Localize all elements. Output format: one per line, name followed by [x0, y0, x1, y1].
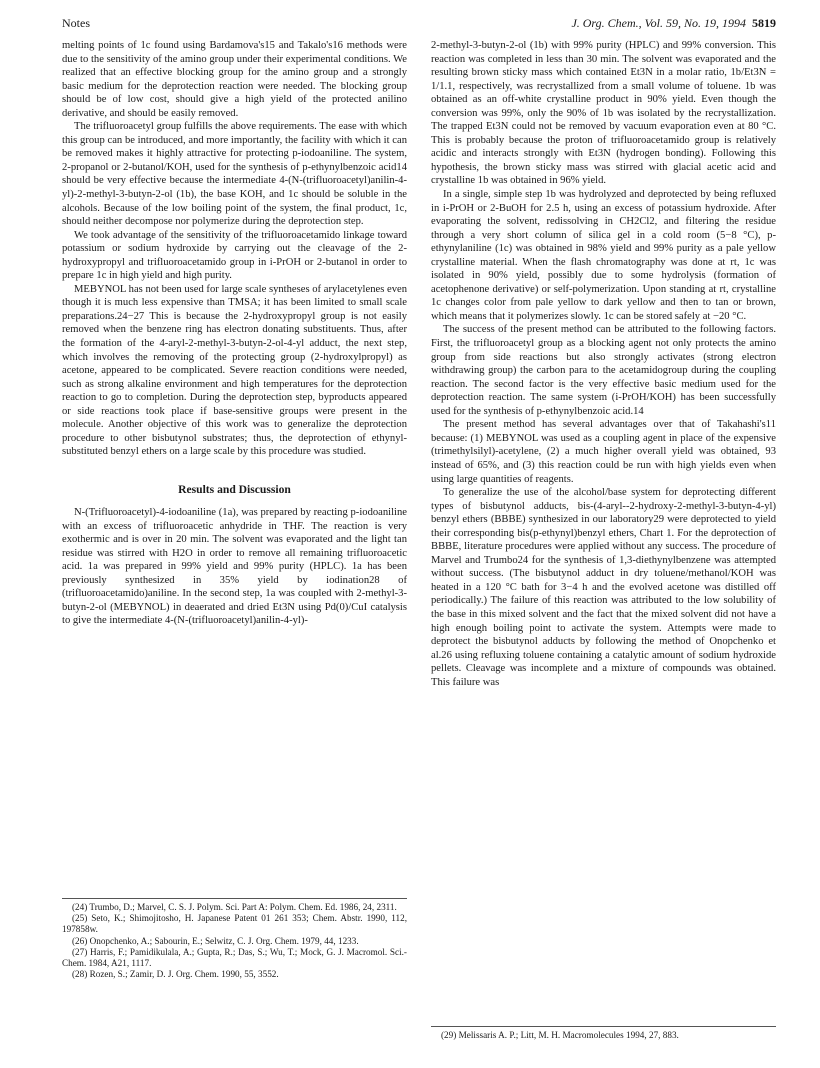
left-column [62, 39, 407, 628]
right-column [431, 39, 776, 689]
reference: (29) Melissaris A. P.; Litt, M. H. Macromolecules 1994, 27, 883. [441, 1030, 679, 1040]
paragraph: The present method has several advantages over that of Takahashi's11 because: (1) MEBYNOL was used as a coupling agent in place of the expensive (trimethylsilyl)-acetylene, (2) a much higher overall yield was obtained, 93 instead of 65%, and (3) this reaction could be run with high yields even when using large quantities of reagents. [431, 419, 776, 485]
paragraph: The success of the present method can be attributed to the following factors. First, the trifluoroacetyl group as a blocking agent not only protects the amino group from side reactions but also strongly activates (strong electron withdrawing group) the carbon para to the acetamidogroup during the coupling reaction. The second factor is the very effective basic medium used for the deprotection reaction. The same system (i-PrOH/KOH) has been successfully used for the synthesis of p-ethynylbenzoic acid.14 [431, 324, 776, 417]
page-number: 5819 [752, 16, 776, 30]
paragraph: N-(Trifluoroacetyl)-4-iodoaniline (1a), was prepared by reacting p-iodoaniline with an excess of trifluoroacetic anhydride in THF. The reaction is very exothermic and is over in 20 min. The solvent was evaporated and the light tan residue was stirred with H2O in order to remove all remaining trifluoroacetic acid. 1a was prepared in 99% yield and 99% purity (HPLC). 1a has been previously synthesized in 35% yield by iodination28 of (trifluoroacetamido)aniline. In the second step, 1a was coupled with 2-methyl-3-butyn-2-ol (MEBYNOL) in deaerated and dried Et3N using Pd(0)/CuI catalysis to give the intermediate 4-(N-(trifluoroacetyl)anilin-4-yl)- [62, 506, 407, 627]
section-heading: Results and Discussion [178, 482, 291, 496]
reference: (24) Trumbo, D.; Marvel, C. S. J. Polym. Sci. Part A: Polym. Chem. Ed. 1986, 24, 2311. [72, 902, 397, 912]
journal-citation [571, 16, 776, 31]
section-label: Notes [62, 16, 90, 30]
paragraph: MEBYNOL has not been used for large scale syntheses of arylacetylenes even though it is much less expensive than TMSA; it has been limited to small scale preparations.24−27 This is because the 2-hydroxypropyl group is not easily removed when the benzene ring has electron donating substituents. Thus, after the formation of the 4-aryl-2-methyl-3-butyn-2-ol-4-yl adduct, the next step, which involves the removing of the protecting group (2-hydroxylpropyl) as acetone, appeared to be complicated. Severe reaction conditions were needed, such as strong alkaline environment and high temperatures for the deprotection reaction to go to completion. During the deprotection step, byproducts appeared or side reactions took place if base-sensitive groups were present in the molecule. Another objective of this work was to generalize the deprotection procedure to other bisbutynol substrates; thus, the deprotection of ethynyl-substituted benzyl ethers on a large scale by this procedure was studied. [62, 283, 407, 458]
footnotes-left [62, 898, 407, 980]
reference: (28) Rozen, S.; Zamir, D. J. Org. Chem. 1990, 55, 3552. [72, 969, 279, 980]
reference: (26) Onopchenko, A.; Sabourin, E.; Selwitz, C. J. Org. Chem. 1979, 44, 1233. [72, 935, 359, 946]
paragraph: We took advantage of the sensitivity of the trifluoroacetamido linkage toward potassium or sodium hydroxide by carrying out the cleavage of the 2-hydroxypropyl and trifluoroacetamido group in i-PrOH or 2-butanol in order to prepare 1c in high yield and high purity. [62, 229, 407, 282]
paragraph: To generalize the use of the alcohol/base system for deprotecting different types of bisbutynol adducts, bis-(4-aryl--2-hydroxy-2-methyl-3-butyn-4-yl) benzyl ethers (BBBE) synthesized in our laboratory29 were deprotected to yield their corresponding bis(p-ethynyl)benzyl ethers, Chart 1. For the deprotection of BBBE, literature procedures were applied without any success. The procedure of Marvel and Trumbo24 for the synthesis of 1,3-diethynylbenzene was attempted without success. (The bisbutynol adduct in dry toluene/methanol/KOH was heated in a 120 °C bath for 3−4 h and the evolved acetone was distilled off periodically.) The failure of this reaction was attributed to the low solubility of the base in this mixed solvent and the fact that the mixed solvent did not have a high enough boiling point to activate the system. Attempts were made to deprotect the bisbutynol adducts by following the method of Onopchenko et al.26 using refluxing toluene containing a catalytic amount of sodium hydroxide pellets. Cleavage was incomplete and a mixture of compounds was obtained. This failure was [431, 487, 776, 688]
footnotes-right [431, 1026, 776, 1041]
paragraph: melting points of 1c found using Bardamova's15 and Takalo's16 methods were due to the sensitivity of the amino group under their experimental conditions. We realized that an effective blocking group for the amino group and a strongly basic medium for the deprotection reaction were needed. The blocking group should be of low cost, should give a high yield of the protected anilino derivative, and should be easily removed. [62, 40, 407, 119]
journal-name: J. Org. Chem., Vol. 59, No. 19, 1994 [571, 16, 746, 30]
page-header [62, 16, 776, 32]
reference: (25) Seto, K.; Shimojitosho, H. Japanese Patent 01 261 353; Chem. Abstr. 1990, 112, 197858w. [62, 913, 407, 935]
paragraph: The trifluoroacetyl group fulfills the above requirements. The ease with which this group can be introduced, and more importantly, the facility with which it can be removed makes it highly attractive for protecting p-iodoaniline. The system, 2-propanol or 2-butanol/KOH, used for the synthesis of p-ethynylbenzoic acid14 should be very effective because the intermediate 4-(N-(trifluoroacetyl)anilin-4-yl)-2-methyl-3-butyn-2-ol (1b), the base KOH, and 1c should be soluble in the alcohols. Because of the low boiling point of the system, the final product, 1c, should neither decompose nor polymerize during the deprotection step. [62, 121, 407, 228]
paragraph: 2-methyl-3-butyn-2-ol (1b) with 99% purity (HPLC) and 99% conversion. This reaction was completed in less than 30 min. The solvent was evaporated and the resulting brown sticky mass which contained Et3N in a molar ratio, 1b/Et3N = 1/1.1, respectively, was recrystallized from a small volume of toluene. 1b was obtained as an off-white crystalline product in 90% yield. Even though the conversion was 99%, only the 90% of 1b was isolated by the recrystallization. The trapped Et3N could not be removed by vacuum evaporation even at 80 °C. This is probably because the proton of trifluoroacetamido group is relatively acidic and interacts strongly with Et3N (hydrogen bonding). Following this hypothesis, the brown sticky mass was stirred with glacial acetic acid and crystalline 1b was obtained in 96% yield. [431, 40, 776, 187]
reference: (27) Harris, F.; Pamidikulala, A.; Gupta, R.; Das, S.; Wu, T.; Mock, G. J. Macromol. Sci.-Chem. 1984, A21, 1117. [62, 946, 407, 969]
paragraph: In a single, simple step 1b was hydrolyzed and deprotected by being refluxed in i-PrOH or 2-BuOH for 2.5 h, using an excess of potassium hydroxide. After evaporating the solvent, redissolving in CH2Cl2, and filtering the residue through a very short column of silica gel in a cold room (5−8 °C), p-ethynylaniline (1c) was obtained in 98% yield and 99% purity as a pale yellow crystalline material. When the flash chromatography was done at rt, 1c was isolated in 90% yield, possibly due to some hydrolysis (formation of acetophenone derivative) or self-polymerization. Upon standing at rt, crystalline 1c changes color from pale yellow to dark yellow and then to tan or brown, which means that it polymerizes slowly. 1c can be stored safely at −20 °C. [431, 189, 776, 322]
